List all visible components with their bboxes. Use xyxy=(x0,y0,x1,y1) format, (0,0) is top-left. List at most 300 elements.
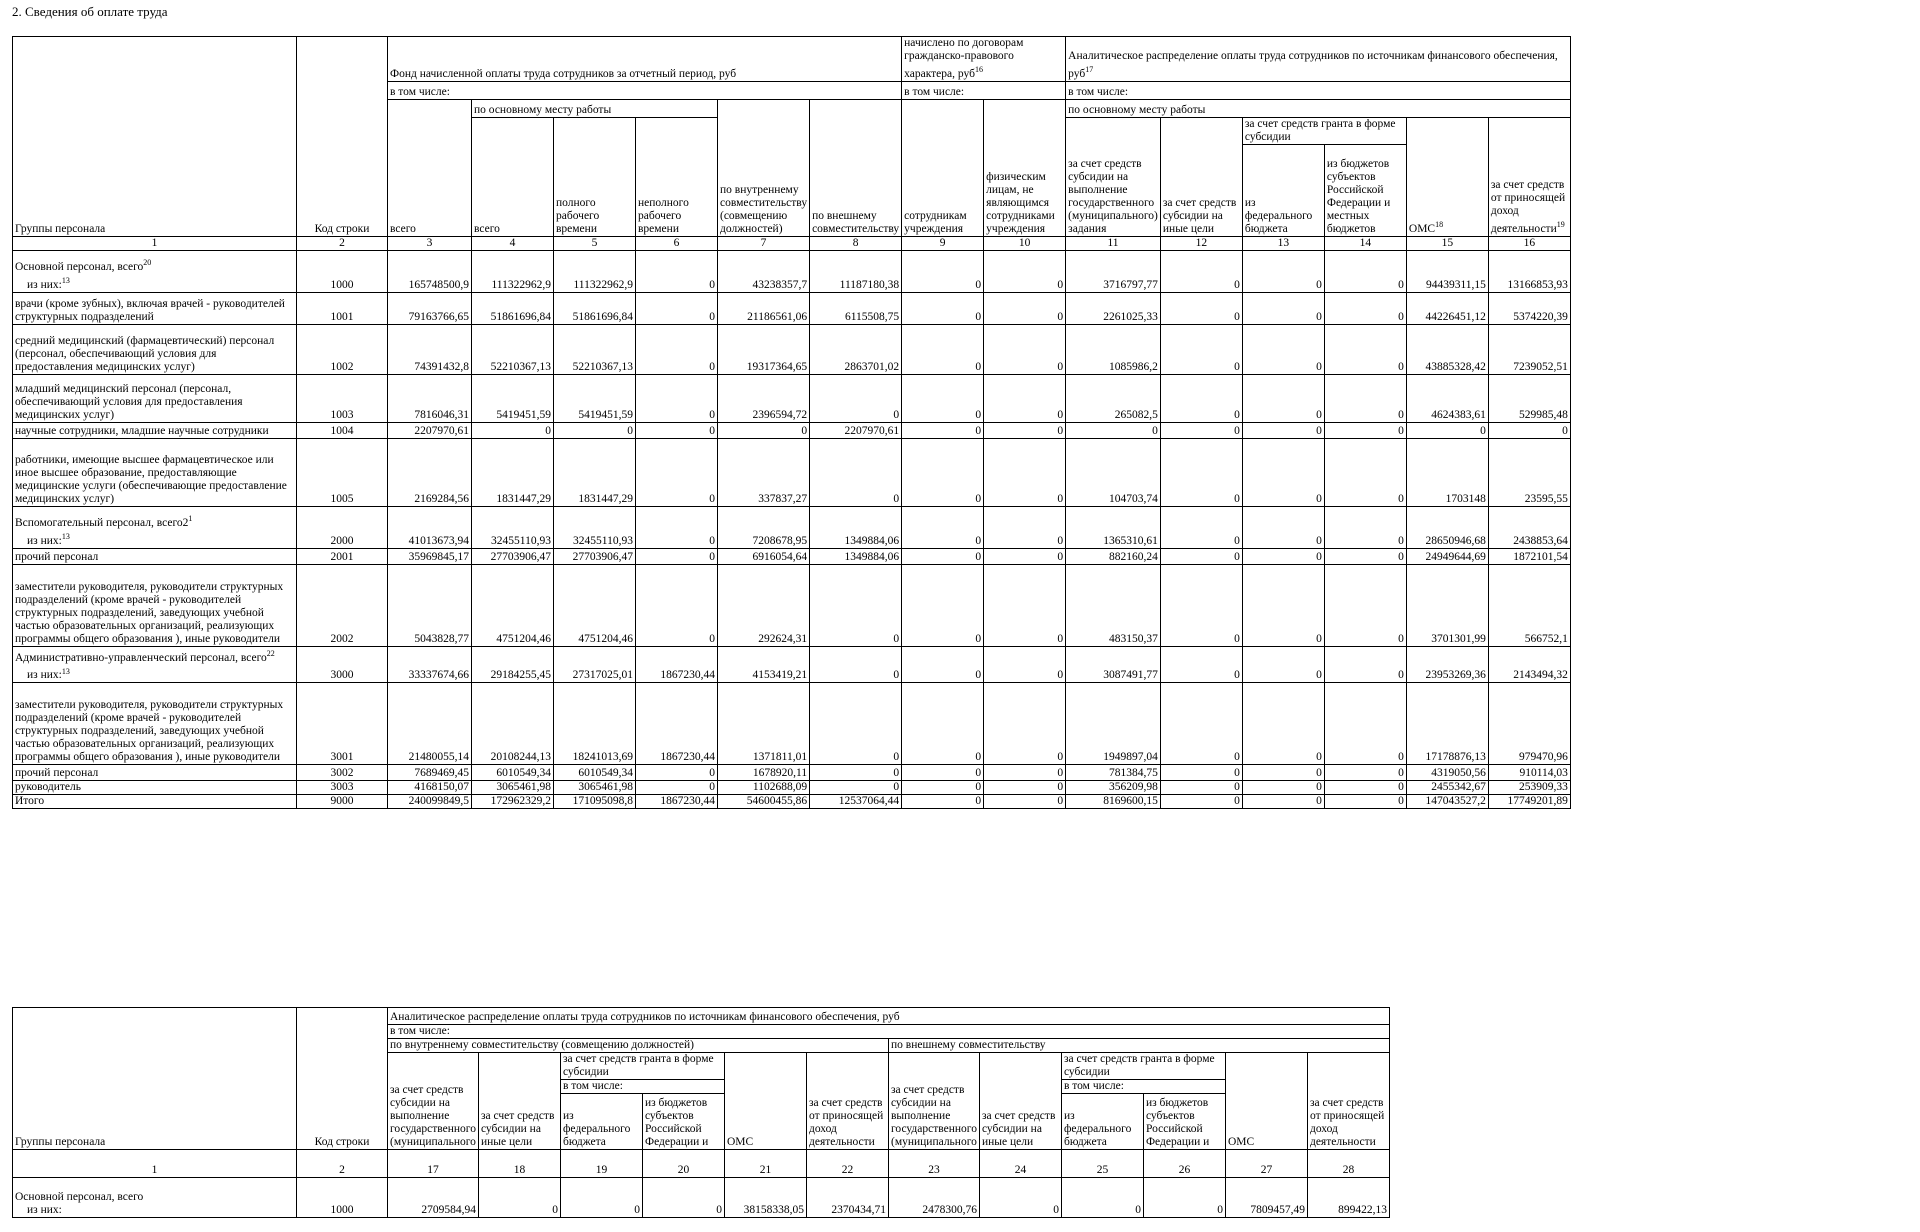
cell-value: 4153419,21 xyxy=(718,646,810,683)
cell-value: 0 xyxy=(1242,765,1324,781)
cell-value: 51861696,84 xyxy=(554,292,636,324)
header-c19: из федерального бюджета xyxy=(560,1094,642,1150)
header-c12: за счет средств субсидии на иные цели xyxy=(1160,117,1242,236)
cell-value: 0 xyxy=(902,548,984,564)
cell-value: 529985,48 xyxy=(1488,374,1570,422)
cell-value: 27703906,47 xyxy=(472,548,554,564)
row-code: 1002 xyxy=(297,324,388,374)
cell-value: 0 xyxy=(1242,422,1324,438)
cell-value: 781384,75 xyxy=(1066,765,1161,781)
cell-value: 0 xyxy=(984,292,1066,324)
cell-value: 2370434,71 xyxy=(806,1178,888,1218)
row-code: 9000 xyxy=(297,795,388,809)
cell-value: 0 xyxy=(1242,292,1324,324)
cell-value: 0 xyxy=(1324,324,1406,374)
header-analytic: Аналитическое распределение оплаты труда сотрудников по источникам финансового обеспечения, руб$^{17}$ xyxy=(1066,37,1571,82)
header-c16: за счет средств от приносящей доход деятельности$^{19}$ xyxy=(1488,117,1570,236)
wage-distribution-table xyxy=(12,1007,1390,1218)
cell-value: 20108244,13 xyxy=(472,683,554,765)
cell-value: 0 xyxy=(1160,781,1242,795)
cell-value: 0 xyxy=(1160,374,1242,422)
cell-value: 0 xyxy=(902,250,984,292)
cell-value: 0 xyxy=(984,374,1066,422)
cell-value: 0 xyxy=(902,765,984,781)
header-grant-external: за счет средств гранта в форме субсидии xyxy=(1061,1053,1225,1080)
cell-value: 29184255,45 xyxy=(472,646,554,683)
cell-value: 2169284,56 xyxy=(388,438,472,506)
cell-value: 0 xyxy=(636,548,718,564)
t2-col-number: 24 xyxy=(979,1150,1061,1178)
cell-value: 51861696,84 xyxy=(472,292,554,324)
cell-value: 0 xyxy=(636,781,718,795)
cell-value: 43238357,7 xyxy=(718,250,810,292)
header-incl-external: в том числе: xyxy=(1061,1080,1225,1094)
cell-value: 0 xyxy=(1242,781,1324,795)
cell-value: 0 xyxy=(636,422,718,438)
cell-value: 28650946,68 xyxy=(1406,506,1488,548)
cell-value: 0 xyxy=(984,683,1066,765)
t1-col-number: 1 xyxy=(13,236,297,250)
cell-value: 0 xyxy=(560,1178,642,1218)
t2-col-number: 19 xyxy=(560,1150,642,1178)
cell-value: 0 xyxy=(636,438,718,506)
cell-value: 0 xyxy=(902,506,984,548)
table-row xyxy=(13,250,1571,292)
t1-col-number: 3 xyxy=(388,236,472,250)
table-row xyxy=(13,795,1571,809)
cell-value: 12537064,44 xyxy=(810,795,902,809)
row-label: Основной персонал, всего$^{20}$ из них:$^{13}$ xyxy=(13,250,297,292)
cell-value: 7689469,45 xyxy=(388,765,472,781)
header-external: по внешнему совместительству xyxy=(888,1039,1389,1053)
row-code: 2002 xyxy=(297,564,388,646)
cell-value: 0 xyxy=(1242,548,1324,564)
cell-value: 0 xyxy=(1242,646,1324,683)
row-label: работники, имеющие высшее фармацевтическое или иное высшее образование, предоставляющие медицинские услуги (обеспечивающие предоставление медицинских услуг) xyxy=(13,438,297,506)
cell-value: 52210367,13 xyxy=(554,324,636,374)
cell-value: 483150,37 xyxy=(1066,564,1161,646)
cell-value: 0 xyxy=(984,646,1066,683)
cell-value: 2455342,67 xyxy=(1406,781,1488,795)
cell-value: 0 xyxy=(1324,292,1406,324)
cell-value: 0 xyxy=(1160,548,1242,564)
cell-value: 74391432,8 xyxy=(388,324,472,374)
cell-value: 17178876,13 xyxy=(1406,683,1488,765)
section-title: 2. Сведения об оплате труда xyxy=(12,4,168,19)
cell-value: 4624383,61 xyxy=(1406,374,1488,422)
row-label: младший медицинский персонал (персонал, обеспечивающий условия для предоставления медицинских услуг) xyxy=(13,374,297,422)
cell-value: 0 xyxy=(902,438,984,506)
table-row xyxy=(13,564,1571,646)
t2-col-number: 2 xyxy=(297,1150,388,1178)
header-c18: за счет средств субсидии на иные цели xyxy=(478,1053,560,1150)
cell-value: 0 xyxy=(1160,564,1242,646)
cell-value: 1867230,44 xyxy=(636,795,718,809)
cell-value: 54600455,86 xyxy=(718,795,810,809)
cell-value: 4319050,56 xyxy=(1406,765,1488,781)
cell-value: 0 xyxy=(902,324,984,374)
cell-value: 4751204,46 xyxy=(554,564,636,646)
header-c25: из федерального бюджета xyxy=(1061,1094,1143,1150)
cell-value: 0 xyxy=(636,564,718,646)
cell-value: 32455110,93 xyxy=(554,506,636,548)
header-incl-civil: в том числе: xyxy=(902,81,1066,99)
cell-value: 0 xyxy=(902,683,984,765)
cell-value: 0 xyxy=(902,292,984,324)
cell-value: 2396594,72 xyxy=(718,374,810,422)
column-numbers-row-2 xyxy=(13,1150,1390,1178)
cell-value: 0 xyxy=(1143,1178,1225,1218)
row-label: прочий персонал xyxy=(13,548,297,564)
cell-value: 0 xyxy=(810,646,902,683)
t1-col-number: 11 xyxy=(1066,236,1161,250)
cell-value: 0 xyxy=(1160,683,1242,765)
cell-value: 0 xyxy=(810,438,902,506)
cell-value: 0 xyxy=(1324,765,1406,781)
row-label: Административно-управленческий персонал, всего$^{22}$ из них:$^{13}$ xyxy=(13,646,297,683)
cell-value: 5374220,39 xyxy=(1488,292,1570,324)
cell-value: 0 xyxy=(1242,795,1324,809)
cell-value: 0 xyxy=(902,795,984,809)
row-code: 3001 xyxy=(297,683,388,765)
header-civil: начислено по договорам гражданско-правового характера, руб$^{16}$ xyxy=(902,37,1066,82)
cell-value: 0 xyxy=(1242,683,1324,765)
cell-value: 0 xyxy=(636,250,718,292)
cell-value: 1703148 xyxy=(1406,438,1488,506)
header-c4: всего xyxy=(472,117,554,236)
cell-value: 0 xyxy=(1242,506,1324,548)
cell-value: 111322962,9 xyxy=(472,250,554,292)
cell-value: 1365310,61 xyxy=(1066,506,1161,548)
header-c22: за счет средств от приносящей доход деятельности xyxy=(806,1053,888,1150)
cell-value: 899422,13 xyxy=(1307,1178,1389,1218)
header-c28: за счет средств от приносящей доход деятельности xyxy=(1307,1053,1389,1150)
cell-value: 0 xyxy=(984,564,1066,646)
cell-value: 1872101,54 xyxy=(1488,548,1570,564)
cell-value: 0 xyxy=(902,646,984,683)
cell-value: 3065461,98 xyxy=(554,781,636,795)
cell-value: 0 xyxy=(478,1178,560,1218)
cell-value: 147043527,2 xyxy=(1406,795,1488,809)
cell-value: 6010549,34 xyxy=(472,765,554,781)
cell-value: 3087491,77 xyxy=(1066,646,1161,683)
cell-value: 32455110,93 xyxy=(472,506,554,548)
cell-value: 356209,98 xyxy=(1066,781,1161,795)
t2-col-number: 22 xyxy=(806,1150,888,1178)
cell-value: 38158338,05 xyxy=(724,1178,806,1218)
cell-value: 104703,74 xyxy=(1066,438,1161,506)
cell-value: 0 xyxy=(1324,438,1406,506)
cell-value: 1349884,06 xyxy=(810,548,902,564)
cell-value: 21480055,14 xyxy=(388,683,472,765)
cell-value: 4168150,07 xyxy=(388,781,472,795)
header-c20: из бюджетов субъектов Российской Федерации и xyxy=(642,1094,724,1150)
cell-value: 2478300,76 xyxy=(888,1178,979,1218)
cell-value: 0 xyxy=(1324,422,1406,438)
row-label: прочий персонал xyxy=(13,765,297,781)
row-code: 1001 xyxy=(297,292,388,324)
cell-value: 265082,5 xyxy=(1066,374,1161,422)
cell-value: 0 xyxy=(1324,250,1406,292)
row-code: 3000 xyxy=(297,646,388,683)
cell-value: 7239052,51 xyxy=(1488,324,1570,374)
cell-value: 0 xyxy=(810,683,902,765)
cell-value: 21186561,06 xyxy=(718,292,810,324)
t2-col-number: 21 xyxy=(724,1150,806,1178)
header-c6: неполного рабочего времени xyxy=(636,117,718,236)
cell-value: 0 xyxy=(472,422,554,438)
cell-value: 6115508,75 xyxy=(810,292,902,324)
cell-value: 0 xyxy=(636,765,718,781)
cell-value: 2709584,94 xyxy=(388,1178,479,1218)
cell-value: 7816046,31 xyxy=(388,374,472,422)
cell-value: 0 xyxy=(642,1178,724,1218)
cell-value: 79163766,65 xyxy=(388,292,472,324)
t1-col-number: 9 xyxy=(902,236,984,250)
t2-col-number: 20 xyxy=(642,1150,724,1178)
row-code: 2001 xyxy=(297,548,388,564)
cell-value: 0 xyxy=(1488,422,1570,438)
cell-value: 1678920,11 xyxy=(718,765,810,781)
cell-value: 6916054,64 xyxy=(718,548,810,564)
header-c23: за счет средств субсидии на выполнение государственного (муниципального xyxy=(888,1053,979,1150)
row-code: 3002 xyxy=(297,765,388,781)
cell-value: 0 xyxy=(1160,324,1242,374)
cell-value: 44226451,12 xyxy=(1406,292,1488,324)
cell-value: 27317025,01 xyxy=(554,646,636,683)
cell-value: 0 xyxy=(902,374,984,422)
table-row xyxy=(13,548,1571,564)
cell-value: 0 xyxy=(979,1178,1061,1218)
cell-value: 1831447,29 xyxy=(554,438,636,506)
t2-col-number: 27 xyxy=(1225,1150,1307,1178)
cell-value: 8169600,15 xyxy=(1066,795,1161,809)
cell-value: 4751204,46 xyxy=(472,564,554,646)
header-c15: ОМС$^{18}$ xyxy=(1406,117,1488,236)
header-c8: по внешнему совместительству xyxy=(810,99,902,236)
cell-value: 0 xyxy=(984,422,1066,438)
header-code-2: Код строки xyxy=(297,1008,388,1150)
cell-value: 0 xyxy=(636,506,718,548)
t1-col-number: 10 xyxy=(984,236,1066,250)
cell-value: 566752,1 xyxy=(1488,564,1570,646)
cell-value: 0 xyxy=(984,324,1066,374)
cell-value: 0 xyxy=(1242,374,1324,422)
cell-value: 0 xyxy=(1324,548,1406,564)
row-label: Основной персонал, всего из них: xyxy=(13,1178,297,1218)
table-row xyxy=(13,422,1571,438)
cell-value: 0 xyxy=(1324,506,1406,548)
t1-col-number: 6 xyxy=(636,236,718,250)
cell-value: 0 xyxy=(1242,438,1324,506)
cell-value: 1102688,09 xyxy=(718,781,810,795)
table-row xyxy=(13,506,1571,548)
header-c13: из федерального бюджета xyxy=(1242,144,1324,236)
cell-value: 0 xyxy=(1160,422,1242,438)
row-code: 2000 xyxy=(297,506,388,548)
row-code: 1000 xyxy=(297,250,388,292)
cell-value: 1085986,2 xyxy=(1066,324,1161,374)
t2-col-number: 25 xyxy=(1061,1150,1143,1178)
t1-col-number: 15 xyxy=(1406,236,1488,250)
cell-value: 0 xyxy=(1324,683,1406,765)
header-c9: сотрудникам учреждения xyxy=(902,99,984,236)
header-main-place-analytic: по основному месту работы xyxy=(1066,99,1571,117)
cell-value: 882160,24 xyxy=(1066,548,1161,564)
cell-value: 0 xyxy=(1160,795,1242,809)
header-c11: за счет средств субсидии на выполнение государственного (муниципального) задания xyxy=(1066,117,1161,236)
cell-value: 0 xyxy=(984,795,1066,809)
cell-value: 2863701,02 xyxy=(810,324,902,374)
row-label: средний медицинский (фармацевтический) персонал (персонал, обеспечивающий условия для предоставления медицинских услуг) xyxy=(13,324,297,374)
table-row xyxy=(13,374,1571,422)
cell-value: 23595,55 xyxy=(1488,438,1570,506)
header-incl-analytic: в том числе: xyxy=(1066,81,1571,99)
cell-value: 23953269,36 xyxy=(1406,646,1488,683)
cell-value: 0 xyxy=(984,250,1066,292)
header-c14: из бюджетов субъектов Российской Федерации и местных бюджетов xyxy=(1324,144,1406,236)
cell-value: 35969845,17 xyxy=(388,548,472,564)
cell-value: 0 xyxy=(1242,564,1324,646)
cell-value: 0 xyxy=(1160,506,1242,548)
cell-value: 2438853,64 xyxy=(1488,506,1570,548)
cell-value: 0 xyxy=(902,564,984,646)
cell-value: 41013673,94 xyxy=(388,506,472,548)
row-label: заместители руководителя, руководители структурных подразделений (кроме врачей - руководителей структурных подразделений, заведующих учебной частью образовательных организаций, реализующих программы общего образования ), иные руководители xyxy=(13,564,297,646)
t2-col-number: 23 xyxy=(888,1150,979,1178)
cell-value: 18241013,69 xyxy=(554,683,636,765)
cell-value: 52210367,13 xyxy=(472,324,554,374)
cell-value: 0 xyxy=(1242,324,1324,374)
row-code: 1005 xyxy=(297,438,388,506)
cell-value: 2207970,61 xyxy=(388,422,472,438)
cell-value: 33337674,66 xyxy=(388,646,472,683)
cell-value: 0 xyxy=(984,506,1066,548)
header-code: Код строки xyxy=(297,37,388,237)
table-row xyxy=(13,292,1571,324)
cell-value: 7809457,49 xyxy=(1225,1178,1307,1218)
header-incl-internal: в том числе: xyxy=(560,1080,724,1094)
cell-value: 1867230,44 xyxy=(636,683,718,765)
cell-value: 292624,31 xyxy=(718,564,810,646)
cell-value: 0 xyxy=(1406,422,1488,438)
table-row xyxy=(13,765,1571,781)
cell-value: 0 xyxy=(1324,374,1406,422)
cell-value: 0 xyxy=(1160,292,1242,324)
cell-value: 979470,96 xyxy=(1488,683,1570,765)
cell-value: 0 xyxy=(1324,646,1406,683)
cell-value: 165748500,9 xyxy=(388,250,472,292)
header-c7: по внутреннему совместительству (совмещению должностей) xyxy=(718,99,810,236)
t2-col-number: 1 xyxy=(13,1150,297,1178)
cell-value: 0 xyxy=(1324,781,1406,795)
cell-value: 94439311,15 xyxy=(1406,250,1488,292)
row-code: 3003 xyxy=(297,781,388,795)
header-incl-fund: в том числе: xyxy=(388,81,902,99)
cell-value: 3701301,99 xyxy=(1406,564,1488,646)
cell-value: 172962329,2 xyxy=(472,795,554,809)
header-c3: всего xyxy=(388,99,472,236)
cell-value: 5419451,59 xyxy=(472,374,554,422)
t1-col-number: 4 xyxy=(472,236,554,250)
cell-value: 0 xyxy=(984,781,1066,795)
cell-value: 0 xyxy=(554,422,636,438)
header-c21: ОМС xyxy=(724,1053,806,1150)
cell-value: 0 xyxy=(810,374,902,422)
cell-value: 3716797,77 xyxy=(1066,250,1161,292)
table-row xyxy=(13,781,1571,795)
t1-col-number: 5 xyxy=(554,236,636,250)
cell-value: 253909,33 xyxy=(1488,781,1570,795)
cell-value: 240099849,5 xyxy=(388,795,472,809)
cell-value: 7208678,95 xyxy=(718,506,810,548)
cell-value: 13166853,93 xyxy=(1488,250,1570,292)
t1-col-number: 7 xyxy=(718,236,810,250)
row-label: руководитель xyxy=(13,781,297,795)
cell-value: 43885328,42 xyxy=(1406,324,1488,374)
cell-value: 0 xyxy=(1324,564,1406,646)
header-c5: полного рабочего времени xyxy=(554,117,636,236)
row-label: заместители руководителя, руководители структурных подразделений (кроме врачей - руководителей структурных подразделений, заведующих учебной частью образовательных организаций, реализующих программы общего образования ), иные руководители xyxy=(13,683,297,765)
t1-col-number: 8 xyxy=(810,236,902,250)
cell-value: 111322962,9 xyxy=(554,250,636,292)
cell-value: 0 xyxy=(1160,438,1242,506)
t1-col-number: 14 xyxy=(1324,236,1406,250)
cell-value: 2143494,32 xyxy=(1488,646,1570,683)
header-c10: физическим лицам, не являющимся сотрудниками учреждения xyxy=(984,99,1066,236)
header-c26: из бюджетов субъектов Российской Федерации и xyxy=(1143,1094,1225,1150)
header-incl-2: в том числе: xyxy=(388,1025,1390,1039)
t2-col-number: 18 xyxy=(478,1150,560,1178)
cell-value: 0 xyxy=(810,765,902,781)
t2-col-number: 28 xyxy=(1307,1150,1389,1178)
table-row xyxy=(13,438,1571,506)
cell-value: 2261025,33 xyxy=(1066,292,1161,324)
wage-table xyxy=(12,36,1571,809)
header-c24: за счет средств субсидии на иные цели xyxy=(979,1053,1061,1150)
cell-value: 337837,27 xyxy=(718,438,810,506)
cell-value: 0 xyxy=(1066,422,1161,438)
row-code: 1000 xyxy=(297,1178,388,1218)
row-code: 1004 xyxy=(297,422,388,438)
cell-value: 171095098,8 xyxy=(554,795,636,809)
table-row xyxy=(13,646,1571,683)
cell-value: 2207970,61 xyxy=(810,422,902,438)
cell-value: 910114,03 xyxy=(1488,765,1570,781)
cell-value: 0 xyxy=(1160,646,1242,683)
header-internal: по внутреннему совместительству (совмещению должностей) xyxy=(388,1039,889,1053)
cell-value: 0 xyxy=(984,548,1066,564)
cell-value: 24949644,69 xyxy=(1406,548,1488,564)
t1-col-number: 2 xyxy=(297,236,388,250)
t2-col-number: 26 xyxy=(1143,1150,1225,1178)
row-label: Вспомогательный персонал, $всего2^1$ из них:$^{13}$ xyxy=(13,506,297,548)
t1-col-number: 13 xyxy=(1242,236,1324,250)
header-groups: Группы персонала xyxy=(13,37,297,237)
cell-value: 0 xyxy=(636,292,718,324)
cell-value: 1831447,29 xyxy=(472,438,554,506)
cell-value: 0 xyxy=(984,765,1066,781)
cell-value: 6010549,34 xyxy=(554,765,636,781)
row-label: врачи (кроме зубных), включая врачей - руководителей структурных подразделений xyxy=(13,292,297,324)
cell-value: 0 xyxy=(902,781,984,795)
t1-col-number: 12 xyxy=(1160,236,1242,250)
cell-value: 0 xyxy=(984,438,1066,506)
cell-value: 0 xyxy=(1160,250,1242,292)
row-label: Итого xyxy=(13,795,297,809)
cell-value: 17749201,89 xyxy=(1488,795,1570,809)
header-groups-2: Группы персонала xyxy=(13,1008,297,1150)
